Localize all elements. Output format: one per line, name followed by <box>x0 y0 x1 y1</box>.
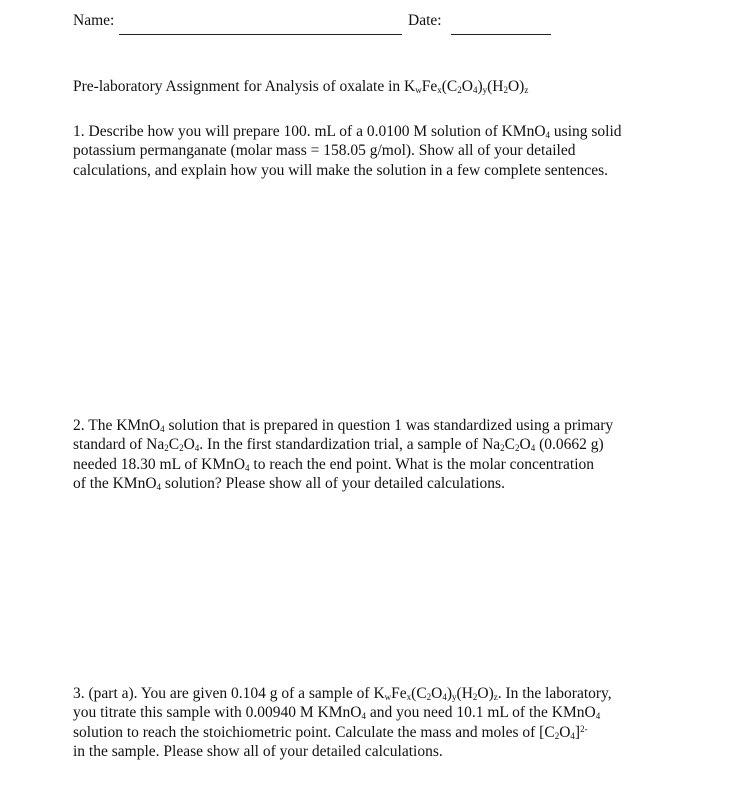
question-2-line-3: needed 18.30 mL of KMnO$_4$ to reach the end point. What is the molar concentration <box>73 455 595 473</box>
date-label: Date: <box>408 12 442 29</box>
question-2 <box>73 416 685 493</box>
name-field-line[interactable] <box>119 34 402 35</box>
question-3-line-2: you titrate this sample with 0.00940 M KMnO$_4$ and you need 10.1 mL of the KMnO$_4$ <box>73 704 601 722</box>
question-3 <box>73 684 685 761</box>
question-1 <box>73 122 685 180</box>
question-1-line-2: potassium permanganate (molar mass = 158.05 g/mol). Show all of your detailed <box>73 142 576 160</box>
assignment-title: Pre-laboratory Assignment for Analysis of oxalate in $K_wFe_x(C_2O_4)_y(H_2O)_z$ <box>73 78 529 95</box>
question-2-line-1: 2. The KMnO$_4$ solution that is prepared in question 1 was standardized using a primary <box>73 417 614 434</box>
name-label: Name: <box>73 12 115 29</box>
question-1-line-1: 1. Describe how you will prepare 100. mL of a 0.0100 M solution of KMnO$_4$ using solid <box>73 123 622 140</box>
question-3-line-1: 3. (part a). You are given 0.104 g of a sample of $K_wFe_x(C_2O_4)_y(H_2O)_z$. In the laboratory, <box>73 685 612 702</box>
question-3-line-4: in the sample. Please show all of your detailed calculations. <box>73 742 443 760</box>
header-row <box>73 12 563 38</box>
question-2-line-4: of the KMnO$_4$ solution? Please show all of your detailed calculations. <box>73 474 505 492</box>
question-1-line-3: calculations, and explain how you will make the solution in a few complete sentences. <box>73 161 609 179</box>
date-field-line[interactable] <box>451 34 551 35</box>
question-2-line-2: standard of $Na_2C_2O_4$. In the first standardization trial, a sample of $Na_2C_2O_4$ (0.0662 g) <box>73 436 604 454</box>
question-3-line-3: solution to reach the stoichiometric point. Calculate the mass and moles of $[C_2O_4]^{2-}$ <box>73 723 588 741</box>
